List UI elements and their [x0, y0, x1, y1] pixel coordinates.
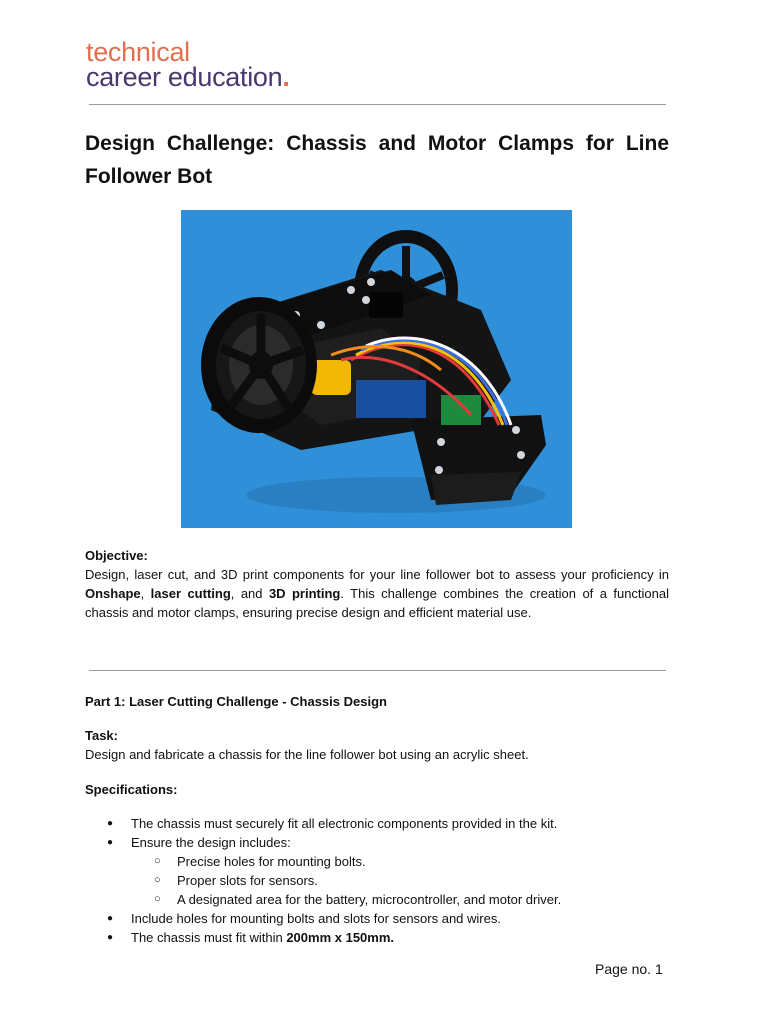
specifications-heading: Specifications:: [85, 782, 178, 797]
spec-size-text: The chassis must fit within: [131, 930, 287, 945]
objective-text-4: . This challenge combines the creation of a functional chassis and motor clamps, ensuring precise design and efficient material use.: [85, 586, 670, 620]
spec-sub-holes: ○ Precise holes for mounting bolts.: [131, 852, 669, 871]
part1-heading: Part 1: Laser Cutting Challenge - Chassis Design: [85, 694, 387, 709]
spec-bullet-holes-slots: ● Include holes for mounting bolts and slots for sensors and wires.: [85, 909, 669, 928]
objective-bold-3d-printing: 3D printing: [268, 586, 341, 601]
header-divider: [89, 104, 666, 105]
objective-text-2: ,: [140, 586, 151, 601]
document-title: Design Challenge: Chassis and Motor Clamps for Line Follower Bot: [85, 132, 669, 188]
task-text: Design and fabricate a chassis for the line follower bot using an acrylic sheet.: [85, 747, 529, 762]
task-section: [85, 726, 669, 764]
spec-bullet-components: ● The chassis must securely fit all electronic components provided in the kit.: [85, 814, 669, 833]
brand-logo: [86, 37, 290, 92]
objective-bold-laser-cutting: laser cutting: [150, 586, 231, 601]
line-follower-robot-image: [181, 210, 572, 528]
logo-wordmark: career education: [86, 62, 283, 92]
spec-bullet-design-includes: [85, 833, 669, 909]
front-wheel: [201, 297, 317, 433]
objective-paragraph: [85, 565, 669, 622]
spec-bullet-design-includes-text: Ensure the design includes:: [131, 835, 291, 850]
specifications-list: [85, 814, 669, 947]
logo-dot: .: [282, 62, 290, 92]
section-divider: [89, 670, 666, 671]
spec-bullet-size: [85, 928, 669, 947]
robot-photo: [181, 210, 572, 528]
objective-bold-onshape: Onshape: [85, 586, 141, 601]
logo-line-career-education: [86, 62, 290, 92]
spec-sub-area: ○ A designated area for the battery, microcontroller, and motor driver.: [131, 890, 669, 909]
task-heading: Task:: [85, 728, 118, 743]
spec-sub-slots: ○ Proper slots for sensors.: [131, 871, 669, 890]
spec-sublist: [131, 852, 669, 909]
page-number: Page no. 1: [595, 961, 663, 977]
objective-text-3: , and: [230, 586, 269, 601]
objective-heading: Objective:: [85, 548, 148, 563]
objective-section: [85, 546, 669, 622]
spec-size-bold: 200mm x 150mm.: [286, 930, 395, 945]
logo-line-technical: technical: [86, 37, 190, 67]
objective-text-1: Design, laser cut, and 3D print components for your line follower bot to assess your proficiency in: [85, 567, 669, 582]
